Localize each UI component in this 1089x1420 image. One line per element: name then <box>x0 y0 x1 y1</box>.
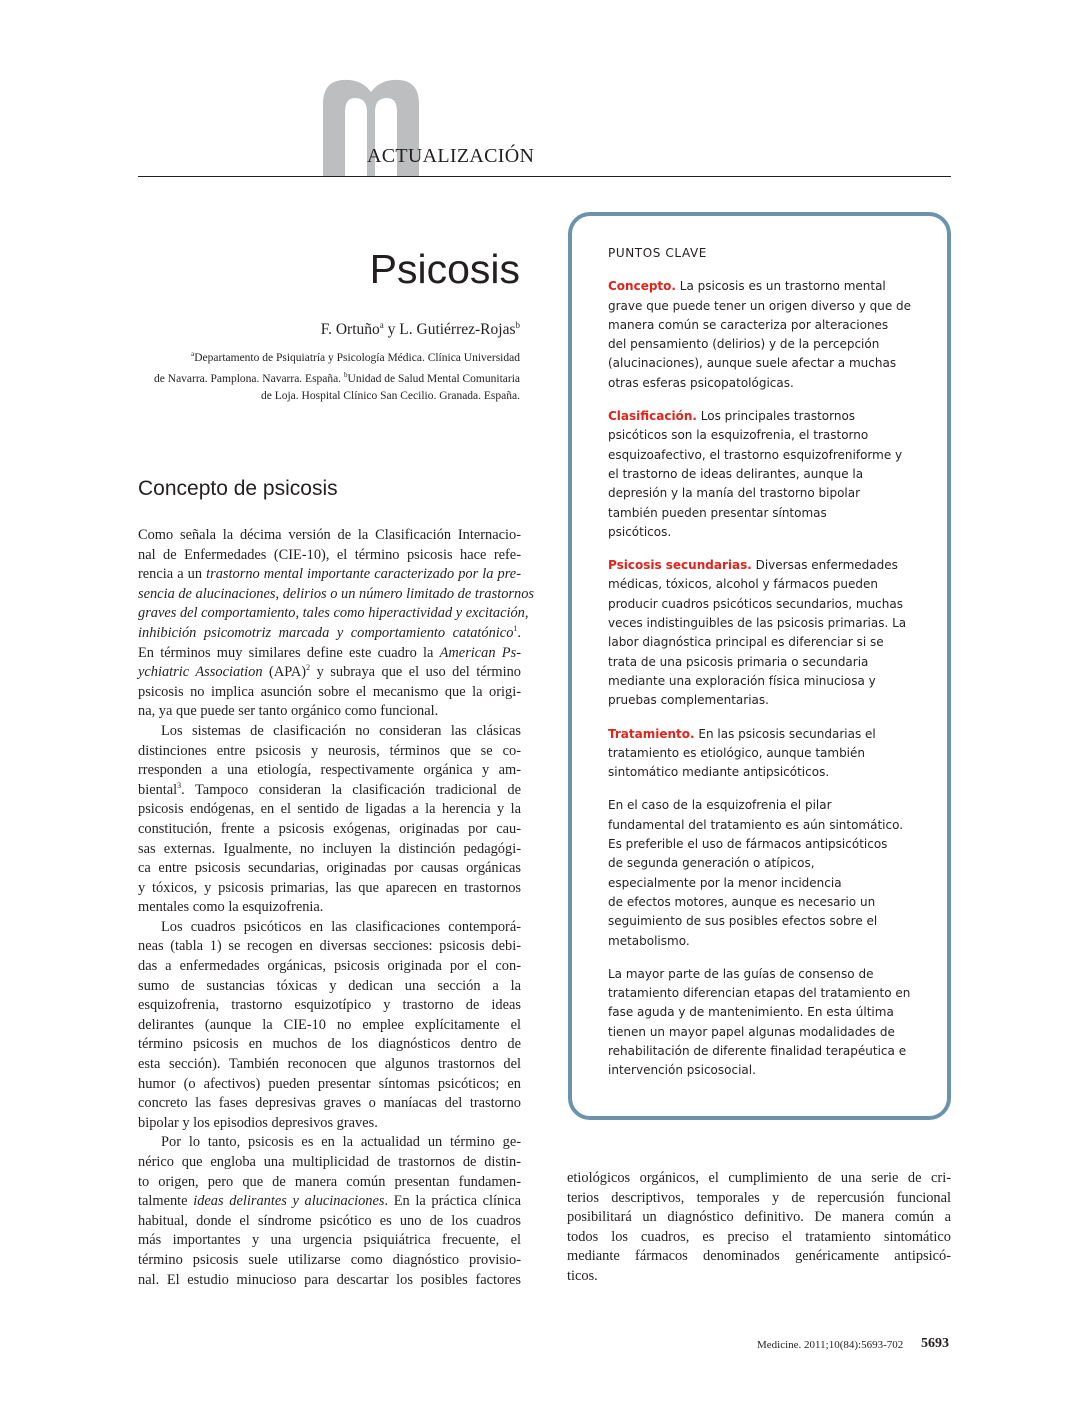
affiliations <box>120 346 520 405</box>
author-1-sup: a <box>379 320 384 330</box>
paragraph-5: etiológicos orgánicos, el cumplimiento de una serie de cri- terios descriptivos, temporales y de repercusión funcional posibilitará un diagnóstico definitivo. De manera común a todos los cuadros, es preciso el tratamiento sintomático mediante fármacos denominados genéricamente antipsicó- ticos. <box>567 1170 951 1284</box>
key-point-secundarias: Psicosis secundarias. Diversas enfermedades médicas, tóxicos, alcohol y fármacos pueden producir cuadros psicóticos secundarios, muchas veces indistinguibles de las psicosis primarias. La labor diagnóstica principal es diferenciar si se trata de una psicosis primaria o secundaria mediante una exploración física minuciosa y pruebas complementarias. <box>608 558 907 708</box>
key-point-esquizofrenia: En el caso de la esquizofrenia el pilar fundamental del tratamiento es aún sintomático. Es preferible el uso de fármacos antipsicóticos de segunda generación o atípicos, especialmente por la menor incidencia de efectos motores, aunque es necesario un seguimiento de sus posibles efectos sobre el metabolismo. <box>608 798 904 948</box>
author-1: F. Ortuño <box>320 321 380 339</box>
body-column-right <box>567 1169 951 1287</box>
key-points-title: PUNTOS CLAVE <box>608 246 707 260</box>
author-2-sup: b <box>515 320 520 330</box>
authors-conjunction: y <box>383 321 400 339</box>
page-number: 5693 <box>921 1336 949 1351</box>
key-point-clasificacion: Clasificación. Los principales trastornos psicóticos son la esquizofrenia, el trastorno esquizoafectivo, el trastorno esquizofreniforme y el trastorno de ideas delirantes, aunque la depresión y la manía del trastorno bipolar también pueden presentar síntomas psicóticos. <box>608 409 903 539</box>
paragraph-4: Por lo tanto, psicosis es en la actualidad un término ge- nérico que engloba una multiplicidad de trastornos de distin- to origen, pero que de manera común presentan fundamen- talmente ideas delirantes y alucinaciones. En la práctica clínica habitual, donde el síndrome psicótico es uno de los cuadros más importantes y una urgencia psiquiátrica frecuente, el término psicosis suele utilizarse como diagnóstico provisio- nal. El estudio minucioso para descartar los posibles factores <box>138 1134 521 1288</box>
section-heading: Concepto de psicosis <box>138 477 338 500</box>
body-column-left <box>138 526 534 1290</box>
section-label: ACTUALIZACIÓN <box>367 145 535 167</box>
paragraph-2: Los sistemas de clasificación no consideran las clásicas distinciones entre psicosis y neurosis, términos que se co- rresponden a una etiología, respectivamente orgánica y am- biental$^3$. Tampoco consideran la clasificación tradicional de psicosis endógenas, en el sentido de ligadas a la herencia y la constitución, frente a psicosis exógenas, originadas por cau- sas externas. Igualmente, no incluyen la distinción pedagógi- ca entre psicosis secundarias, originadas por causas orgánicas y tóxicos, y psicosis primarias, las que aparecen en trastornos mentales como la esquizofrenia. <box>138 722 521 916</box>
author-2: L. Gutiérrez-Rojas <box>399 321 516 339</box>
affiliation-line: de Loja. Hospital Clínico San Cecilio. Granada. España. <box>260 389 520 402</box>
key-points-content <box>608 244 913 1095</box>
key-point-concepto: Concepto. La psicosis es un trastorno mental grave que puede tener un origen diverso y que de manera común se caracteriza por alteraciones del pensamiento (delirios) y de la percepción (alucinaciones), aunque suele afectar a muchas otras esferas psicopatológicas. <box>608 279 912 390</box>
affiliation-line: $^a$Departamento de Psiquiatría y Psicología Médica. Clínica Universidad <box>191 350 520 364</box>
paragraph-1: Como señala la décima versión de la Clasificación Internacio- nal de Enfermedades (CIE-10), el término psicosis hace refe- rencia a un trastorno mental importante caracterizado por la pre- sencia de alucinaciones, delirios o un número limitado de trastornos graves del comportamiento, tales como hiperactividad y excitación, inhibición psicomotriz marcada y comportamiento catatónico$^1$. En términos muy similares define este cuadro la American Ps- ychiatric Association (APA)$^2$ y subraya que el uso del término psicosis no implica asunción sobre el mecanismo que la origi- na, ya que puede ser tanto orgánico como funcional. <box>138 527 534 720</box>
key-point-tratamiento: Tratamiento. En las psicosis secundarias el tratamiento es etiológico, aunque también sintomático mediante antipsicóticos. <box>608 726 876 780</box>
article-title: Psicosis <box>369 246 520 292</box>
header-rule <box>138 176 951 177</box>
key-point-guias: La mayor parte de las guías de consenso de tratamiento diferencian etapas del tratamiento en fase aguda y de mantenimiento. En esta última tienen un mayor papel algunas modalidades de rehabilitación de diferente finalidad terapéutica e intervención psicosocial. <box>608 966 911 1078</box>
footer-citation: Medicine. 2011;10(84):5693-702 <box>757 1339 904 1351</box>
authors <box>321 320 520 339</box>
paragraph-3: Los cuadros psicóticos en las clasificaciones contemporá- neas (tabla 1) se recogen en diversas secciones: psicosis debi- das a enfermedades orgánicas, psicosis originada por el con- sumo de sustancias tóxicas y dedican una sección a la esquizofrenia, trastorno esquizotípico y trastorno de ideas delirantes (aunque la CIE-10 no emplee explícitamente el término psicosis en muchos de los diagnósticos dentro de esta sección). También reconocen que algunos trastornos del humor (o afectivos) pueden presentar síntomas psicóticos; en concreto las fases depresivas graves o maníacas del trastorno bipolar y los episodios depresivos graves. <box>138 918 521 1131</box>
affiliation-line: de Navarra. Pamplona. Navarra. España. $^b$Unidad de Salud Mental Comunitaria <box>154 370 520 385</box>
